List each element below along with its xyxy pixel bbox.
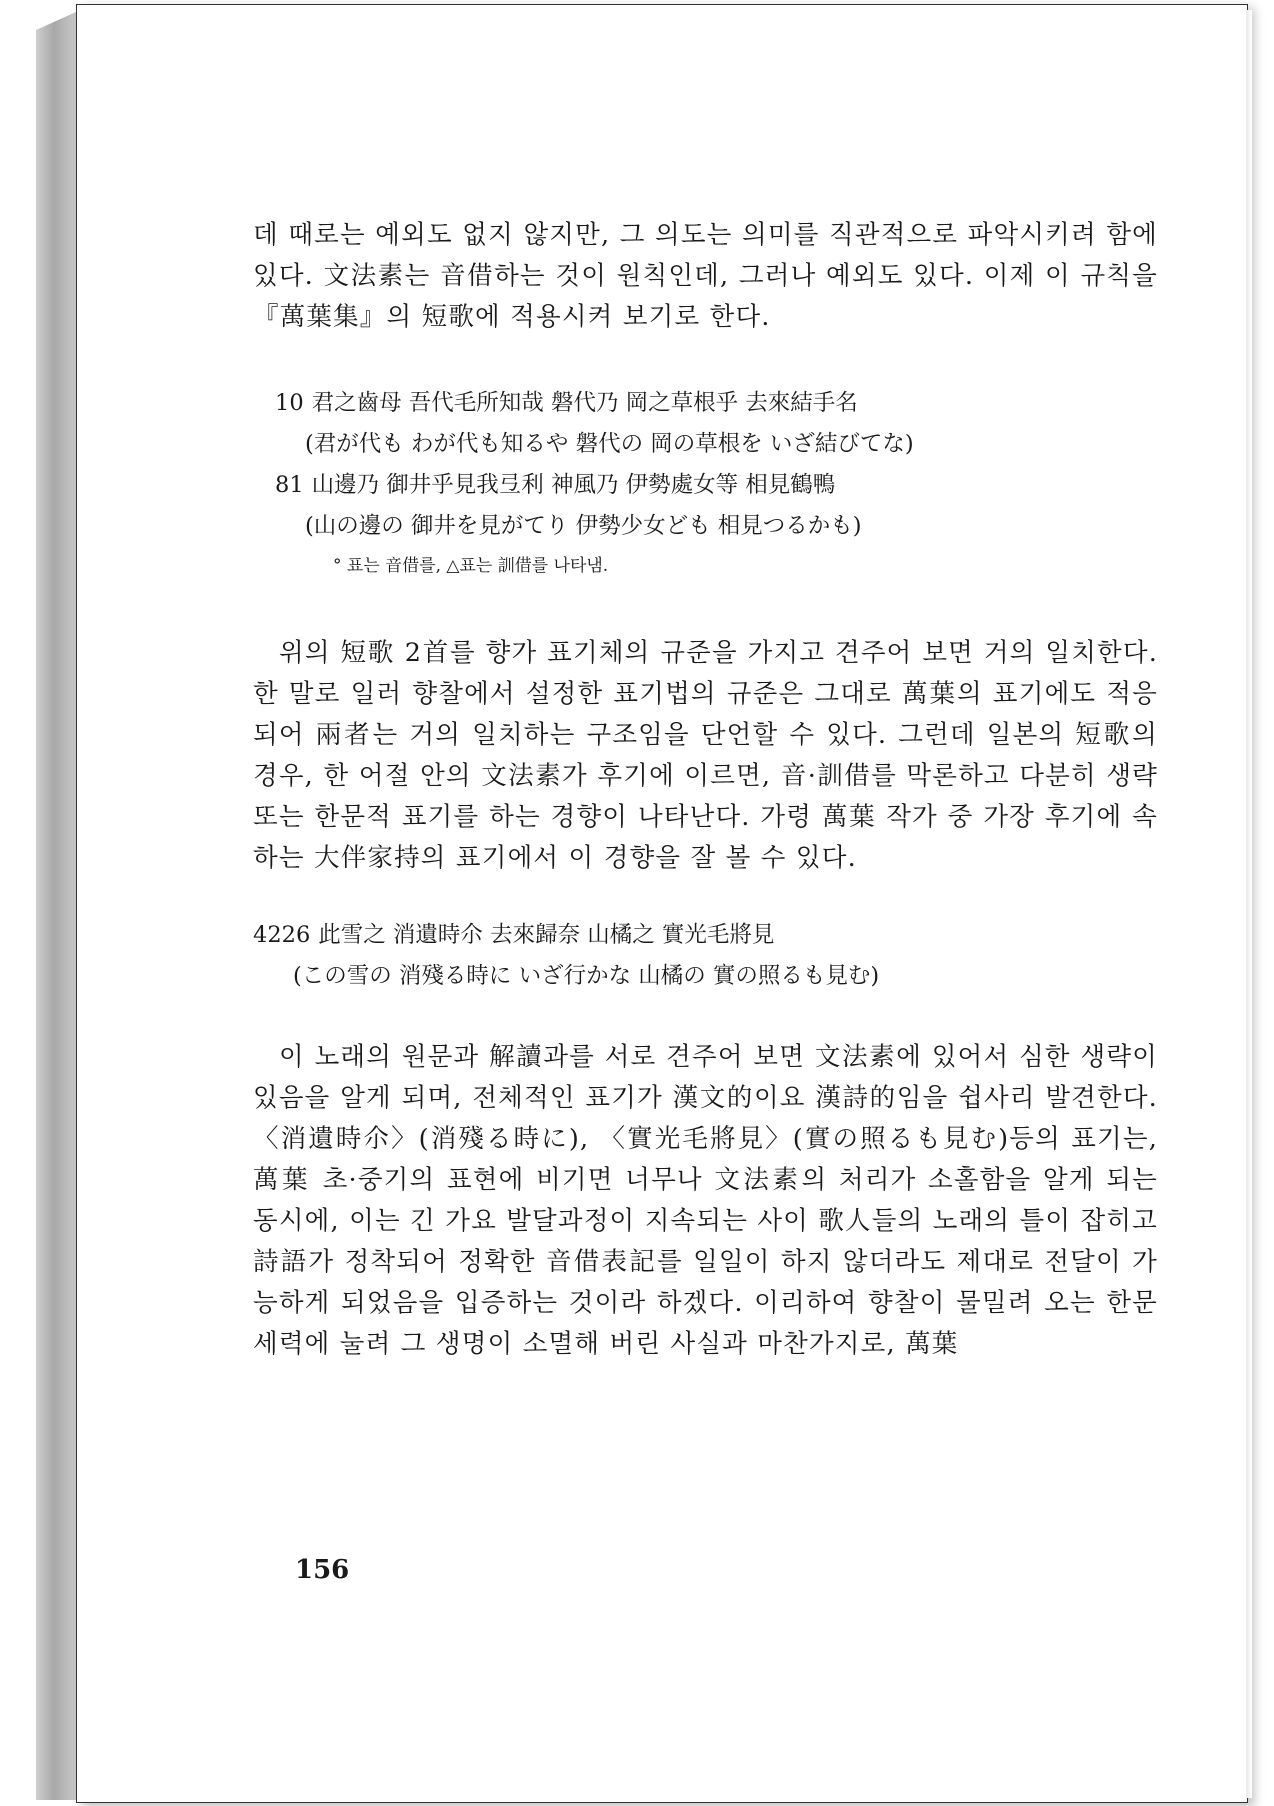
poem-block-4226 bbox=[253, 915, 1158, 997]
poem-original: 山邊乃 御井乎見我弖利 神風乃 伊勢處女等 相見鶴鴨 bbox=[311, 472, 836, 498]
poem-reading: (この雪の 消殘る時に いざ行かな 山橘の 實の照るも見む) bbox=[293, 963, 880, 989]
book-spine-edge bbox=[36, 12, 76, 1800]
poem-reading: (山の邊の 御井を見がてり 伊勢少女ども 相見つるかも) bbox=[305, 513, 862, 539]
poem-original: 此雪之 消遺時尒 去來歸奈 山橘之 實光毛將見 bbox=[318, 922, 775, 948]
poem-reading: (君が代も わが代も知るや 磐代の 岡の草根を いざ結びてな) bbox=[305, 431, 914, 457]
poem-original: 君之齒母 吾代毛所知哉 磐代乃 岡之草根乎 去來結手名 bbox=[311, 390, 858, 416]
page-number: 156 bbox=[295, 1555, 350, 1585]
poem-number: 81 bbox=[275, 472, 304, 498]
poem-line-81 bbox=[275, 465, 1158, 506]
footnote: ° 표는 音借를, △표는 訓借를 나타냄. bbox=[333, 556, 609, 576]
paragraph-2 bbox=[253, 633, 1158, 879]
poem-line-4226 bbox=[253, 915, 1158, 956]
poem-number: 4226 bbox=[253, 922, 311, 948]
page-right-edge bbox=[1246, 10, 1252, 1798]
poem-line-10 bbox=[275, 383, 1158, 424]
page-content bbox=[253, 215, 1158, 1365]
poem-number: 10 bbox=[275, 390, 304, 416]
paragraph-2-text: 위의 短歌 2首를 향가 표기체의 규준을 가지고 견주어 보면 거의 일치한다. 한 말로 일러 향찰에서 설정한 표기법의 규준은 그대로 萬葉의 표기에도 적응되어 兩者는 거의 일치하는 구조임을 단언할 수 있다. 그런데 일본의 短歌의 경우, 한 어절 안의 文法素가 후기에 이르면, 音·訓借를 막론하고 다분히 생략 또는 한문적 표기를 하는 경향이 나타난다. 가령 萬葉 작가 중 가장 후기에 속하는 大伴家持의 표기에서 이 경향을 잘 볼 수 있다. bbox=[253, 638, 1158, 873]
paragraph-1: 데 때로는 예외도 없지 않지만, 그 의도는 의미를 직관적으로 파악시키려 함에 있다. 文法素는 音借하는 것이 원칙인데, 그러나 예외도 있다. 이제 이 규칙을『萬葉集』의 短歌에 적용시켜 보기로 한다. bbox=[253, 220, 1158, 332]
paragraph-3 bbox=[253, 1037, 1158, 1365]
paragraph-3-text: 이 노래의 원문과 解讀과를 서로 견주어 보면 文法素에 있어서 심한 생략이 있음을 알게 되며, 전체적인 표기가 漢文的이요 漢詩的임을 쉽사리 발견한다. 〈消遺時尒〉(消殘る時に), 〈實光毛將見〉(實の照るも見む)등의 표기는, 萬葉 초·중기의 표현에 비기면 너무나 文法素의 처리가 소홀함을 알게 되는 동시에, 이는 긴 가요 발달과정이 지속되는 사이 歌人들의 노래의 틀이 잡히고 詩語가 정착되어 정확한 音借表記를 일일이 하지 않더라도 제대로 전달이 가능하게 되었음을 입증하는 것이라 하겠다. 이리하여 향찰이 물밀려 오는 한문 세력에 눌려 그 생명이 소멸해 버린 사실과 마찬가지로, 萬葉 bbox=[253, 1042, 1158, 1359]
poem-block bbox=[275, 383, 1158, 583]
